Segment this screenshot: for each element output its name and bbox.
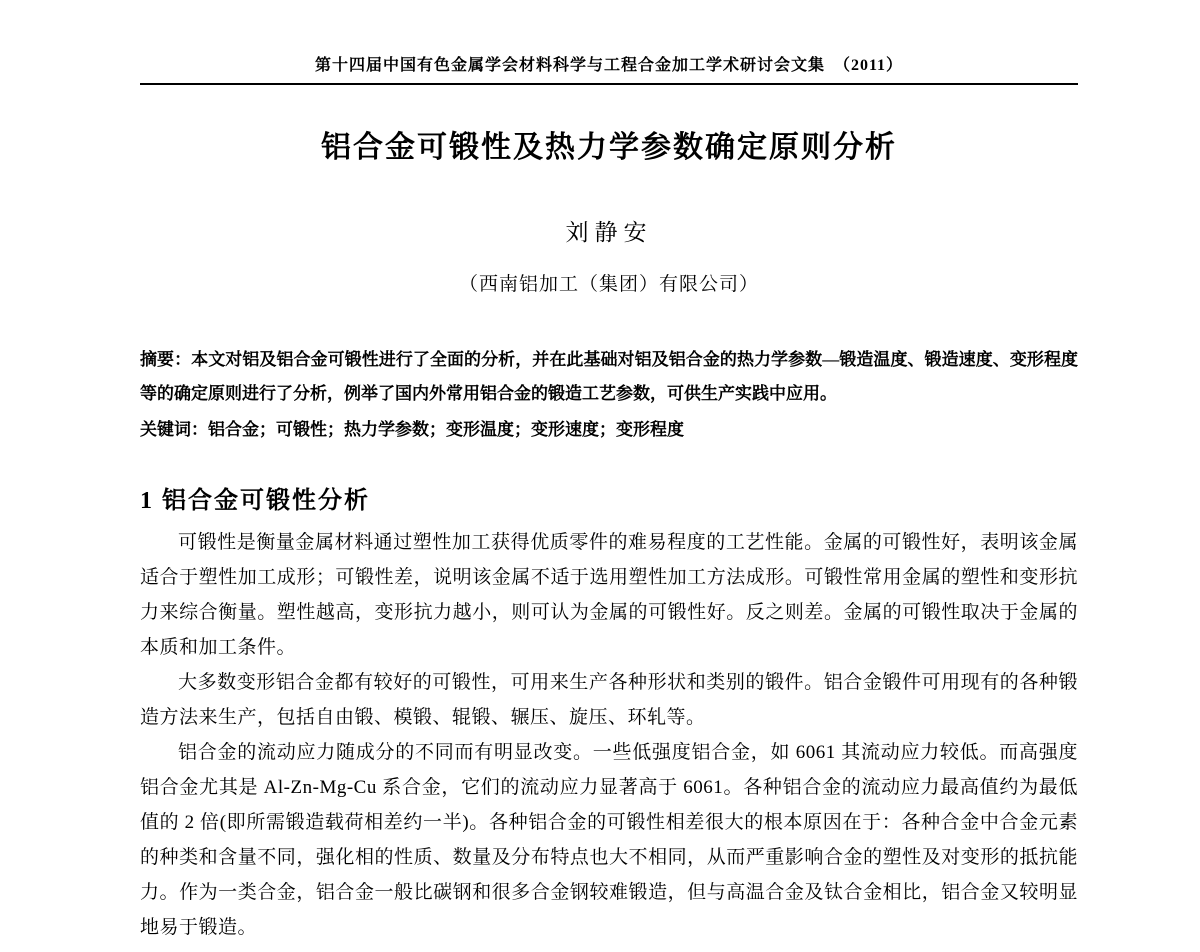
section-1-paragraph-1: 可锻性是衡量金属材料通过塑性加工获得优质零件的难易程度的工艺性能。金属的可锻性好，表明该金属适合于塑性加工成形；可锻性差，说明该金属不适于选用塑性加工方法成形。可锻性常用金属的塑性和变形抗力来综合衡量。塑性越高，变形抗力越小，则可认为金属的可锻性好。反之则差。金属的可锻性取决于金属的本质和加工条件。 <box>140 532 1078 658</box>
keywords-label: 关键词： <box>140 420 208 439</box>
section-1-paragraph-2: 大多数变形铝合金都有较好的可锻性，可用来生产各种形状和类别的锻件。铝合金锻件可用现有的各种锻造方法来生产，包括自由锻、模锻、辊锻、辗压、旋压、环轧等。 <box>140 672 1078 728</box>
author-name: 刘静安 <box>565 220 653 245</box>
proceedings-header-text: 第十四届中国有色金属学会材料科学与工程合金加工学术研讨会文集 （2011） <box>314 57 904 74</box>
abstract-text: 本文对铝及铝合金可锻性进行了全面的分析，并在此基础对铝及铝合金的热力学参数—锻造温度、锻造速度、变形程度等的确定原则进行了分析，例举了国内外常用铝合金的锻造工艺参数，可供生产实践中应用。 <box>140 350 1079 403</box>
section-1-heading: 1 铝合金可锻性分析 <box>140 488 370 514</box>
keywords <box>140 413 1078 447</box>
section-1-paragraph-3: 铝合金的流动应力随成分的不同而有明显改变。一些低强度铝合金，如 6061 其流动应力较低。而高强度铝合金尤其是 Al-Zn-Mg-Cu 系合金，它们的流动应力显著高于 6061。各种铝合金的流动应力最高值约为最低值的 2 倍(即所需锻造载荷相差约一半)。各种铝合金的可锻性相差很大的根本原因在于：各种合金中合金元素的种类和含量不同，强化相的性质、数量及分布特点也大不相同，从而严重影响合金的塑性及对变形的抵抗能力。作为一类合金，铝合金一般比碳钢和很多合金钢较难锻造，但与高温合金及钛合金相比，铝合金又较明显地易于锻造。 <box>140 742 1078 938</box>
author-affiliation: （西南铝加工（集团）有限公司） <box>458 274 759 295</box>
paper-title: 铝合金可锻性及热力学参数确定原则分析 <box>321 131 897 164</box>
proceedings-header <box>140 56 1078 85</box>
abstract-label: 摘要： <box>140 350 192 369</box>
keywords-text: 铝合金；可锻性；热力学参数；变形温度；变形速度；变形程度 <box>208 420 684 439</box>
abstract <box>140 343 1078 411</box>
